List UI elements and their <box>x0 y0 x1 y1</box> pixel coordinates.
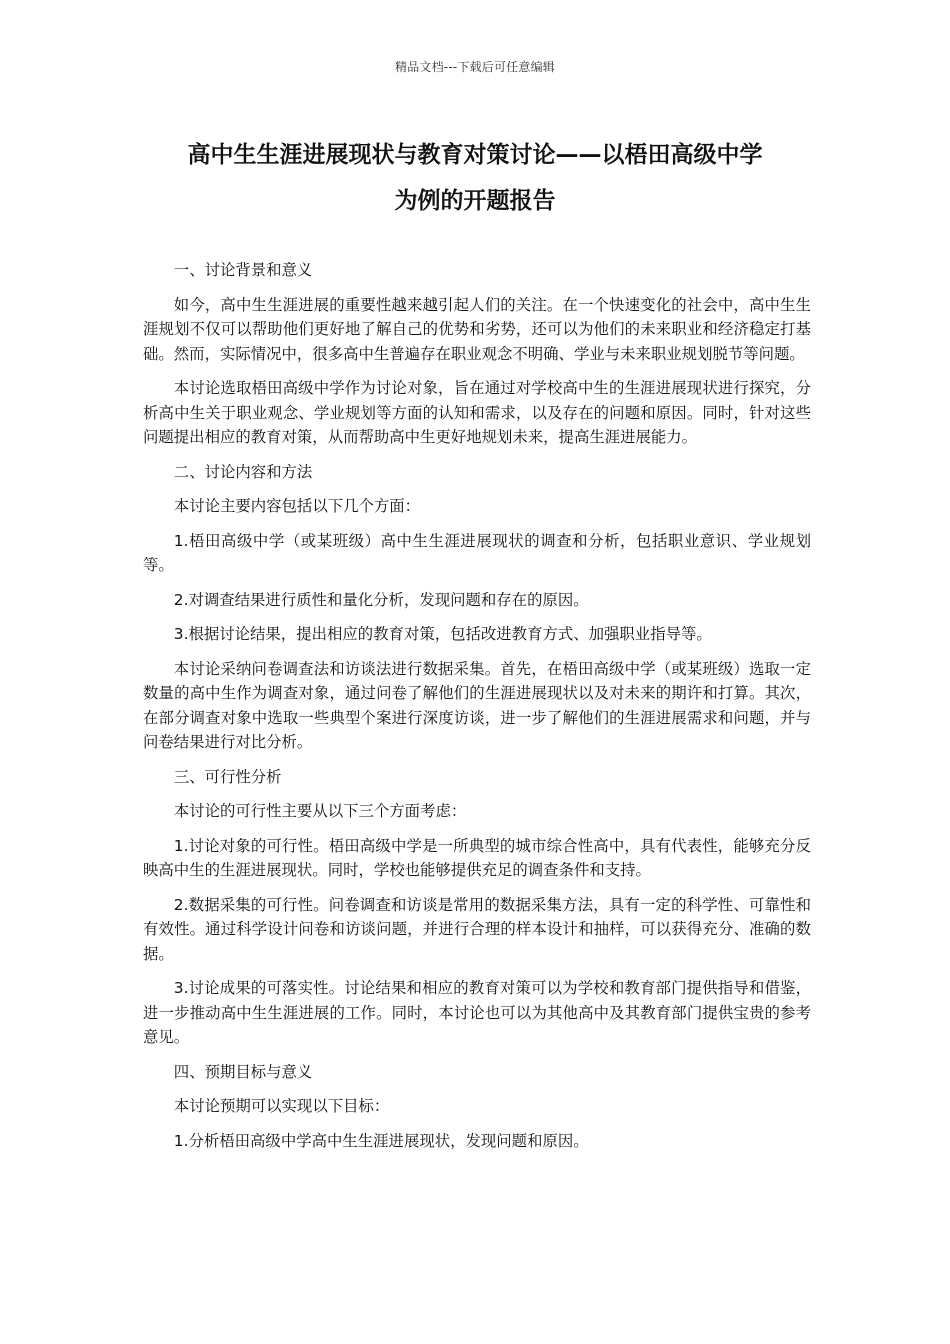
section-heading-feasibility: 三、可行性分析 <box>173 767 282 786</box>
list-item-content-1: 1.梧田高级中学（或某班级）高中生生涯进展现状的调查和分析，包括职业意识、学业规划等。 <box>143 531 811 574</box>
section-heading-content-methods: 二、讨论内容和方法 <box>173 462 313 481</box>
section-heading-background: 一、讨论背景和意义 <box>173 261 313 279</box>
paragraph-goals-intro: 本讨论预期可以实现以下目标： <box>173 1097 390 1115</box>
list-item-feasibility-1: 1.讨论对象的可行性。梧田高级中学是一所典型的城市综合性高中，具有代表性，能够充分反映高中生的生涯进展现状。同时，学校也能够提供充足的调查条件和支持。 <box>143 836 811 879</box>
list-item-content-2: 2.对调查结果进行质性和量化分析，发现问题和存在的原因。 <box>173 590 589 609</box>
document-body <box>143 258 811 1163</box>
title-line-2: 为例的开题报告 <box>394 188 556 214</box>
paragraph-background-2: 本讨论选取梧田高级中学作为讨论对象，旨在通过对学校高中生的生涯进展现状进行探究，分析高中生关于职业观念、学业规划等方面的认知和需求，以及存在的问题和原因。同时，针对这些问题提出相应的教育对策，从而帮助高中生更好地规划未来，提高生涯进展能力。 <box>143 379 811 446</box>
paragraph-background-1: 如今，高中生生涯进展的重要性越来越引起人们的关注。在一个快速变化的社会中，高中生生涯规划不仅可以帮助他们更好地了解自己的优势和劣势，还可以为他们的未来职业和经济稳定打基础。然而，实际情况中，很多高中生普遍存在职业观念不明确、学业与未来职业规划脱节等问题。 <box>143 295 811 363</box>
list-item-goals-1: 1.分析梧田高级中学高中生生涯进展现状，发现问题和原因。 <box>173 1131 589 1150</box>
list-item-feasibility-2: 2.数据采集的可行性。问卷调查和访谈是常用的数据采集方法，具有一定的科学性、可靠性和有效性。通过科学设计问卷和访谈问题，并进行合理的样本设计和抽样，可以获得充分、准确的数据。 <box>143 895 811 963</box>
list-item-content-3: 3.根据讨论结果，提出相应的教育对策，包括改进教育方式、加强职业指导等。 <box>173 625 712 643</box>
header-note: 精品文档---下载后可任意编辑 <box>395 60 555 74</box>
list-item-feasibility-3: 3.讨论成果的可落实性。讨论结果和相应的教育对策可以为学校和教育部门提供指导和借鉴，进一步推动高中生生涯进展的工作。同时，本讨论也可以为其他高中及其教育部门提供宝贵的参考意见。 <box>143 979 811 1046</box>
paragraph-content-intro: 本讨论主要内容包括以下几个方面： <box>173 497 421 515</box>
paragraph-methods: 本讨论采纳问卷调查法和访谈法进行数据采集。首先，在梧田高级中学（或某班级）选取一定数量的高中生作为调查对象，通过问卷了解他们的生涯进展现状以及对未来的期许和打算。其次，在部分调查对象中选取一些典型个案进行深度访谈，进一步了解他们的生涯进展需求和问题，并与问卷结果进行对比分析。 <box>143 659 811 751</box>
document-title <box>143 132 807 224</box>
section-heading-goals: 四、预期目标与意义 <box>173 1062 313 1081</box>
paragraph-feasibility-intro: 本讨论的可行性主要从以下三个方面考虑： <box>173 802 467 820</box>
title-line-1: 高中生生涯进展现状与教育对策讨论——以梧田高级中学 <box>187 142 763 168</box>
